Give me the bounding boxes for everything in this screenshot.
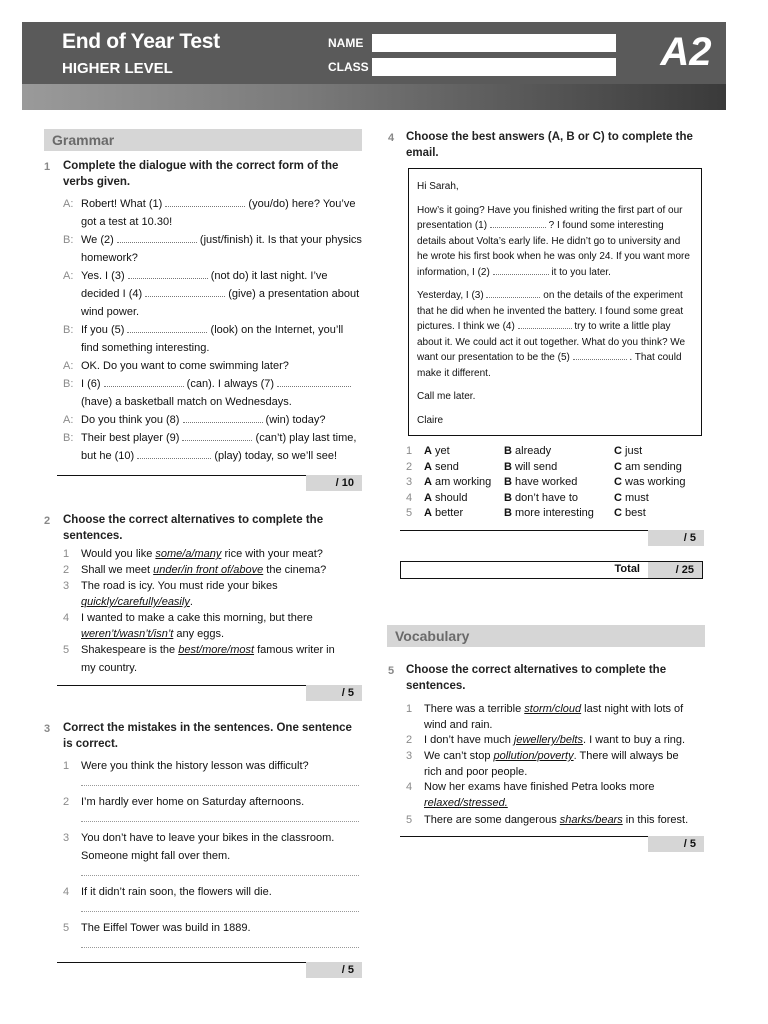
q5-sentence-line: rich and poor people. (424, 766, 528, 778)
vocabulary-heading: Vocabulary (387, 625, 705, 647)
email-greeting: Hi Sarah, (417, 181, 459, 192)
option-row: 5 A better B more interesting C best (406, 506, 706, 522)
answer-blank[interactable] (277, 377, 351, 387)
answer-line[interactable] (81, 947, 359, 948)
q5-sentence-line: 5 There are some dangerous sharks/bears in this forest. (406, 814, 689, 826)
email-signature: Claire (417, 414, 444, 426)
dialogue-line: B: Their best player (9) (can’t) play last time, (63, 429, 356, 447)
option-a[interactable]: A better (424, 507, 464, 519)
q3-sentence: 5 The Eiffel Tower was build in 1889. (63, 922, 251, 934)
q5-sentence-line: wind and rain. (424, 719, 493, 731)
option-c[interactable]: C was working (614, 476, 686, 488)
q3-score: / 5 (306, 962, 362, 978)
option-c[interactable]: C best (614, 507, 646, 519)
class-field[interactable] (372, 58, 616, 76)
q2-sentence-line: quickly/carefully/easily. (81, 596, 193, 608)
answer-line[interactable] (81, 911, 359, 912)
dialogue-line: find something interesting. (81, 342, 210, 354)
option-a[interactable]: A yet (424, 445, 450, 457)
option-c[interactable]: C just (614, 445, 643, 457)
q5-sentence-line: 1 There was a terrible storm/cloud last night with lots of (406, 703, 684, 715)
test-title: End of Year Test (62, 30, 220, 53)
dialogue-line: B: If you (5) (look) on the Internet, you’ll (63, 321, 343, 339)
alternatives-choice[interactable]: storm/cloud (524, 703, 582, 715)
q3-sentence-continuation: Someone might fall over them. (81, 850, 231, 862)
dialogue-line: A: Robert! What (1) (you/do) here? You’ve (63, 195, 355, 213)
q2-sentence-line: weren’t/wasn’t/isn’t any eggs. (81, 628, 225, 640)
email-box (408, 168, 702, 436)
q4-instructions: Choose the best answers (A, B or C) to complete the email. (406, 131, 693, 159)
total-score-box (400, 561, 703, 579)
dialogue-line: wind power. (81, 306, 140, 318)
dialogue-line: decided I (4) (give) a presentation about (81, 288, 360, 300)
q1-number: 1 (44, 161, 51, 173)
dialogue-line: homework? (81, 252, 138, 264)
q3-sentence: 4 If it didn’t rain soon, the flowers will die. (63, 886, 272, 898)
alternatives-choice[interactable]: best/more/most (178, 644, 255, 656)
answer-blank[interactable] (182, 431, 252, 441)
q3-sentence: 3 You don’t have to leave your bikes in the classroom. (63, 832, 335, 844)
q4-number: 4 (388, 132, 395, 144)
q5-sentence-line: 4 Now her exams have finished Petra looks more (406, 781, 655, 793)
speaker-label: B: (63, 324, 74, 336)
class-label: CLASS (328, 60, 369, 74)
option-c[interactable]: C am sending (614, 460, 682, 473)
answer-line[interactable] (81, 821, 359, 822)
alternatives-choice[interactable]: jewellery/belts (513, 734, 583, 746)
dialogue-line: but he (10) (play) today, so we’ll see! (81, 450, 338, 462)
dialogue-line: B: I (6) (can). I always (7) (63, 375, 351, 393)
q5-sentence-line (406, 795, 508, 811)
option-row: 2 A send B will send C am sending (406, 460, 706, 476)
option-a[interactable]: A send (424, 460, 459, 473)
speaker-label: B: (63, 234, 74, 246)
answer-blank[interactable] (145, 287, 225, 297)
option-a[interactable]: A am working (424, 476, 492, 488)
option-row: 1 A yet B already C just (406, 444, 706, 460)
email-paragraph-2: Yesterday, I (3) on the details of the experiment that he did when he invented the battery. I found some great pictures. I think we (4) try to write a little play about it. We could act it out together. What do you think? We want our presentation to be the (5) . That could make it different. (417, 290, 686, 379)
total-score: / 25 (648, 562, 702, 578)
test-level-subtitle: HIGHER LEVEL (62, 60, 173, 77)
alternatives-choice[interactable]: under/in front of/above (153, 564, 264, 576)
q2-number: 2 (44, 515, 51, 527)
answer-line[interactable] (81, 785, 359, 786)
alternatives-choice[interactable]: sharks/bears (559, 814, 623, 826)
answer-blank[interactable] (104, 377, 184, 387)
dialogue-line: (have) a basketball match on Wednesdays. (81, 396, 292, 408)
total-label: Total (614, 563, 640, 575)
email-paragraph-1: How’s it going? Have you finished writing the first part of our presentation (1) ? I found some interesting details about Volta’s early life. He didn’t go to university and he wrote his first book when he was only 24. If you want more information, I (2) it to you later. (417, 204, 690, 278)
option-b[interactable]: B have worked (504, 476, 578, 488)
q5-sentence-line: 2 I don’t have much jewellery/belts. I want to buy a ring. (406, 734, 686, 746)
answer-line[interactable] (81, 875, 359, 876)
q2-sentence-line: 3 The road is icy. You must ride your bikes (63, 580, 278, 592)
answer-blank[interactable] (127, 323, 207, 333)
q5-number: 5 (388, 665, 395, 677)
dialogue-line: A: Yes. I (3) (not do) it last night. I’ve (63, 267, 328, 285)
answer-blank[interactable] (117, 233, 197, 243)
alternatives-choice[interactable]: some/a/many (155, 548, 222, 560)
q2-sentence-line: 4 I wanted to make a cake this morning, but there (63, 612, 313, 624)
answer-blank[interactable] (137, 449, 211, 459)
alternatives-choice[interactable]: relaxed/stressed. (424, 797, 508, 809)
q2-instructions: Choose the correct alternatives to complete the sentences. (63, 514, 324, 542)
header-gradient-band (22, 84, 726, 110)
answer-blank[interactable] (128, 269, 208, 279)
q5-sentence-line: 3 We can’t stop pollution/poverty. There will always be (406, 750, 679, 762)
option-b[interactable]: B more interesting (504, 507, 594, 519)
answer-blank[interactable] (165, 197, 245, 207)
dialogue-line: got a test at 10.30! (81, 216, 173, 228)
name-field[interactable] (372, 34, 616, 52)
option-b[interactable]: B don’t have to (504, 491, 579, 504)
alternatives-choice[interactable]: weren’t/wasn’t/isn’t (81, 628, 174, 640)
speaker-label: A: (63, 414, 74, 426)
option-row: 4 A should B don’t have to C must (406, 491, 706, 507)
q2-sentence-line: 2 Shall we meet under/in front of/above the cinema? (63, 564, 327, 576)
level-badge: A2 (660, 30, 712, 74)
alternatives-choice[interactable]: pollution/poverty (493, 750, 574, 762)
q4-score: / 5 (648, 530, 704, 546)
q5-instructions: Choose the correct alternatives to complete the sentences. (406, 664, 667, 692)
speaker-label: B: (63, 432, 74, 444)
dialogue-line: B: We (2) (just/finish) it. Is that your physics (63, 231, 362, 249)
q2-score: / 5 (306, 685, 362, 701)
q2-sentence-line: 5 Shakespeare is the best/more/most famous writer in (63, 644, 335, 656)
dialogue-line: A: Do you think you (8) (win) today? (63, 411, 325, 429)
answer-blank[interactable] (183, 413, 263, 423)
alternatives-choice[interactable]: quickly/carefully/easily (81, 596, 190, 608)
speaker-label: B: (63, 378, 74, 390)
option-row: 3 A am working B have worked C was working (406, 475, 706, 491)
option-b[interactable]: B will send (504, 460, 558, 473)
speaker-label: A: (63, 360, 74, 372)
q2-sentence-line: my country. (81, 662, 138, 674)
q3-instructions: Correct the mistakes in the sentences. One sentence is correct. (63, 722, 352, 750)
speaker-label: A: (63, 270, 74, 282)
email-closing: Call me later. (417, 391, 476, 402)
q3-number: 3 (44, 723, 51, 735)
grammar-heading: Grammar (44, 129, 362, 151)
q3-sentence: 2 I’m hardly ever home on Saturday afternoons. (63, 796, 305, 808)
option-b[interactable]: B already (504, 445, 552, 457)
dialogue-line: A: OK. Do you want to come swimming later? (63, 357, 289, 375)
q1-instructions: Complete the dialogue with the correct form of the verbs given. (63, 160, 339, 188)
q1-score: / 10 (306, 475, 362, 491)
q2-sentence-line: 1 Would you like some/a/many rice with your meat? (63, 548, 323, 560)
name-label: NAME (328, 36, 364, 50)
option-c[interactable]: C must (614, 491, 649, 504)
test-header (22, 22, 726, 110)
q3-sentence: 1 Were you think the history lesson was difficult? (63, 760, 309, 772)
option-a[interactable]: A should (424, 491, 468, 504)
speaker-label: A: (63, 198, 74, 210)
q5-score: / 5 (648, 836, 704, 852)
